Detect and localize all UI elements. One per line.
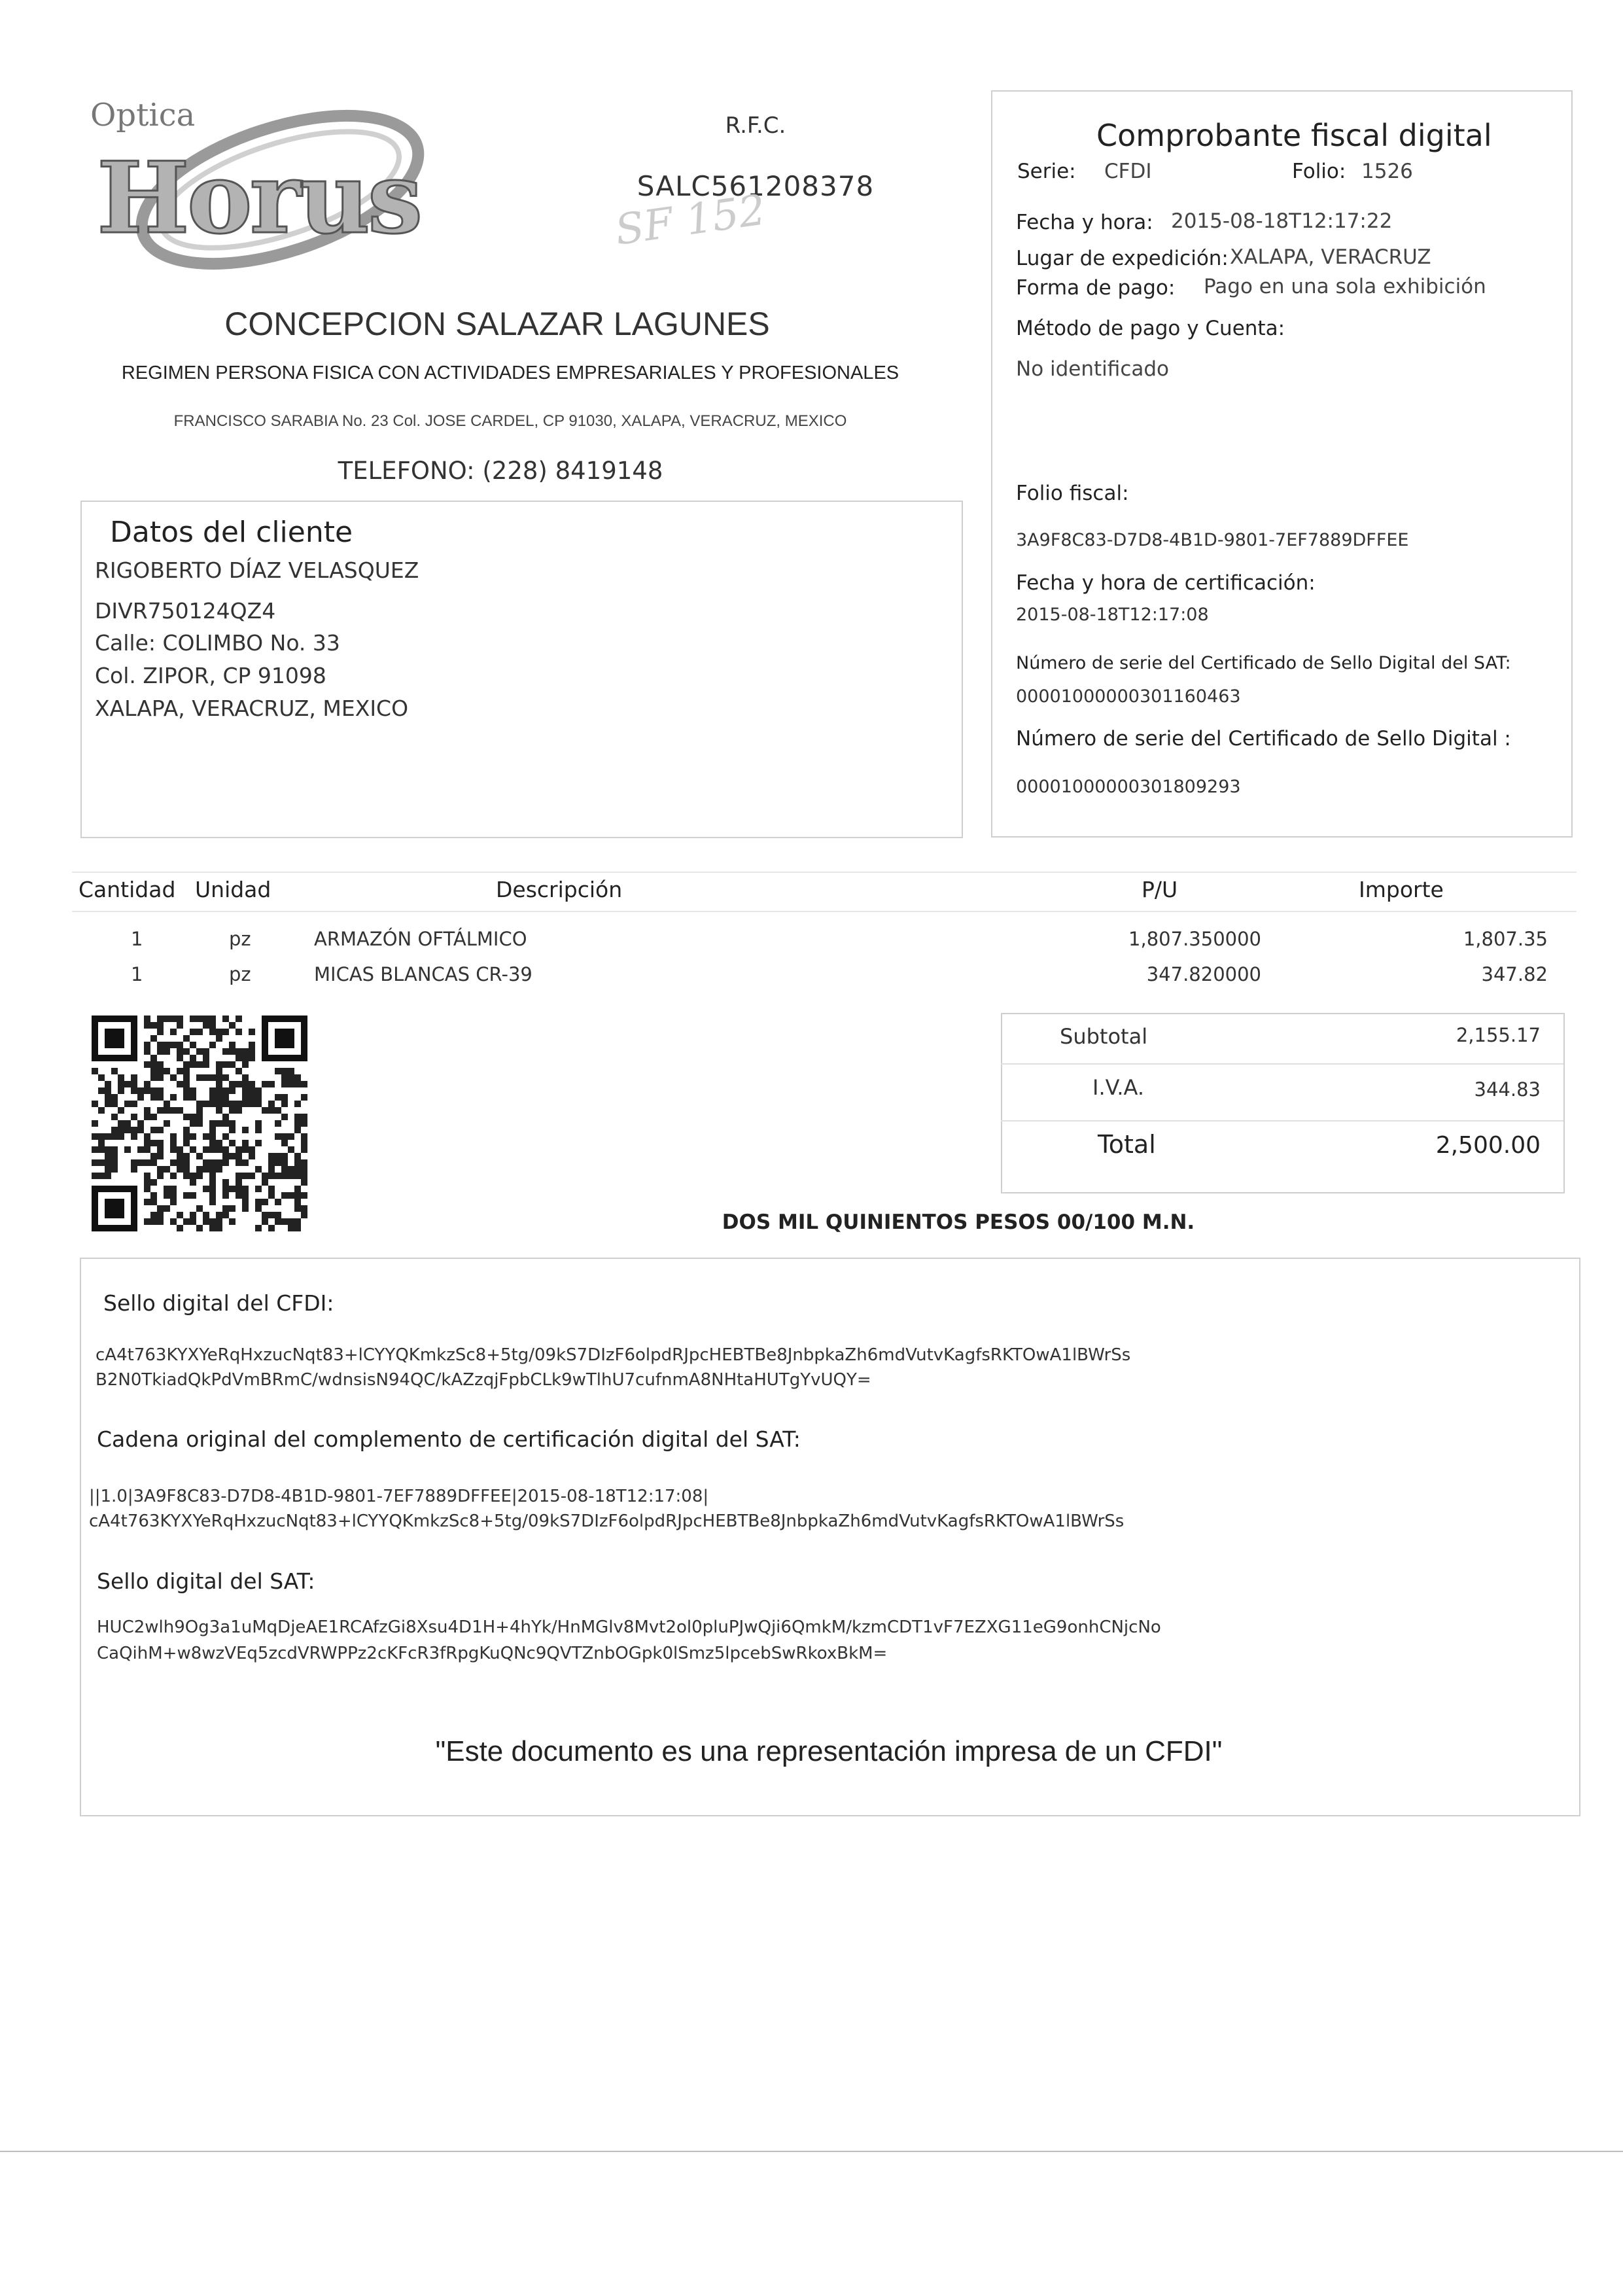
total-label: Total: [1098, 1130, 1156, 1159]
client-city: XALAPA, VERACRUZ, MEXICO: [95, 696, 409, 721]
seals-box: [80, 1258, 1580, 1816]
client-title: Datos del cliente: [110, 516, 353, 549]
original-chain-line1: ||1.0|3A9F8C83-D7D8-4B1D-9801-7EF7889DFFEE|2015-08-18T12:17:08|: [89, 1487, 709, 1506]
issuer-rfc: SALC561208378: [637, 170, 875, 202]
scan-edge-line: [0, 2151, 1623, 2152]
serie-label: Serie:: [1017, 160, 1076, 183]
folio-value: 1526: [1361, 160, 1413, 183]
table-header-rule: [72, 911, 1577, 912]
folio-fiscal-label: Folio fiscal:: [1016, 482, 1129, 505]
optica-horus-logo: [84, 92, 437, 288]
row2-amount: 347.82: [1481, 963, 1548, 985]
sat-seal-label: Sello digital del SAT:: [97, 1568, 315, 1594]
row1-amount: 1,807.35: [1463, 928, 1548, 950]
cfdi-seal-line2: B2N0TkiadQkPdVmBRmC/wdnsisN94QC/kAZzqjFpbCLk9wTlhU7cufnmA8NHtaHUTgYvUQY=: [96, 1370, 871, 1390]
client-rfc: DIVR750124QZ4: [95, 598, 276, 624]
row1-description: ARMAZÓN OFTÁLMICO: [314, 928, 527, 950]
payment-form-label: Forma de pago:: [1016, 276, 1176, 300]
original-chain-label: Cadena original del complemento de certificación digital del SAT:: [97, 1426, 801, 1452]
issuer-address: FRANCISCO SARABIA No. 23 Col. JOSE CARDEL, CP 91030, XALAPA, VERACRUZ, MEXICO: [173, 412, 847, 430]
header-description: Descripción: [496, 877, 623, 902]
sat-seal-line1: HUC2wlh9Og3a1uMqDjeAE1RCAfzGi8Xsu4D1H+4hYk/HnMGlv8Mvt2ol0pluPJwQji6QmkM/kzmCDT1vF7EZXG11eG9onhCNjcNo: [97, 1617, 1161, 1637]
client-name: RIGOBERTO DÍAZ VELASQUEZ: [95, 557, 419, 583]
cfdi-seal-label: Sello digital del CFDI:: [103, 1290, 334, 1316]
total-value: 2,500.00: [1435, 1132, 1541, 1159]
row2-quantity: 1: [131, 963, 143, 985]
cert-datetime-value: 2015-08-18T12:17:08: [1016, 605, 1209, 625]
issuer-regime: REGIMEN PERSONA FISICA CON ACTIVIDADES EMPRESARIALES Y PROFESIONALES: [121, 362, 899, 383]
issuer-rfc-label: R.F.C.: [725, 113, 786, 139]
folio-fiscal-value: 3A9F8C83-D7D8-4B1D-9801-7EF7889DFFEE: [1016, 530, 1409, 550]
amount-in-words: DOS MIL QUINIENTOS PESOS 00/100 M.N.: [722, 1210, 1195, 1234]
datetime-label: Fecha y hora:: [1016, 211, 1153, 234]
row1-unit: pz: [229, 928, 251, 950]
row2-unit: pz: [229, 963, 251, 985]
fiscal-title: Comprobante fiscal digital: [1096, 118, 1492, 153]
subtotal-value: 2,155.17: [1456, 1024, 1541, 1046]
subtotal-label: Subtotal: [1060, 1024, 1148, 1049]
handwritten-stamp: SF 152: [612, 186, 769, 255]
issuer-phone: TELEFONO: (228) 8419148: [338, 457, 663, 485]
row2-description: MICAS BLANCAS CR-39: [314, 963, 532, 985]
payment-form-value: Pago en una sola exhibición: [1204, 275, 1486, 298]
datetime-value: 2015-08-18T12:17:22: [1171, 209, 1393, 233]
original-chain-line2: cA4t763KYXYeRqHxzucNqt83+lCYYQKmkzSc8+5tg/09kS7DIzF6olpdRJpcHEBTBe8JnbpkaZh6mdVutvKagfsRKTOwA1lBWrSs: [89, 1511, 1125, 1531]
header-unit-price: P/U: [1142, 877, 1178, 902]
payment-method-label: Método de pago y Cuenta:: [1016, 317, 1285, 340]
cfdi-representation-note: "Este documento es una representación impresa de un CFDI": [435, 1735, 1223, 1767]
place-label: Lugar de expedición:: [1016, 247, 1229, 270]
client-street: Calle: COLIMBO No. 33: [95, 630, 340, 656]
logo-text-horus: Horus: [97, 141, 421, 256]
row1-quantity: 1: [131, 928, 143, 950]
client-colony: Col. ZIPOR, CP 91098: [95, 663, 326, 688]
payment-method-value: No identificado: [1016, 357, 1169, 381]
cfdi-seal-line1: cA4t763KYXYeRqHxzucNqt83+lCYYQKmkzSc8+5tg/09kS7DIzF6olpdRJpcHEBTBe8JnbpkaZh6mdVutvKagfsRKTOwA1lBWrSs: [96, 1345, 1131, 1365]
iva-label: I.V.A.: [1092, 1075, 1145, 1100]
qr-code: [92, 1016, 307, 1231]
row2-unit-price: 347.820000: [1146, 963, 1261, 985]
iva-value: 344.83: [1474, 1078, 1541, 1101]
cert-value: 00001000000301809293: [1016, 777, 1241, 797]
header-amount: Importe: [1359, 877, 1444, 902]
fiscal-info-box: [991, 90, 1573, 838]
sat-cert-value: 00001000000301160463: [1016, 686, 1241, 707]
logo-text-optica: Optica: [90, 97, 196, 133]
table-top-rule: [72, 872, 1577, 873]
folio-label: Folio:: [1292, 160, 1346, 183]
header-quantity: Cantidad: [79, 877, 176, 902]
cert-label: Número de serie del Certificado de Sello Digital :: [1016, 727, 1511, 751]
sat-cert-label: Número de serie del Certificado de Sello Digital del SAT:: [1016, 653, 1511, 673]
row1-unit-price: 1,807.350000: [1128, 928, 1261, 950]
issuer-name: CONCEPCION SALAZAR LAGUNES: [224, 306, 770, 342]
sat-seal-line2: CaQihM+w8wzVEq5zcdVRWPPz2cKFcR3fRpgKuQNc9QVTZnbOGpk0lSmz5lpcebSwRkoxBkM=: [97, 1644, 888, 1663]
cert-datetime-label: Fecha y hora de certificación:: [1016, 571, 1316, 595]
totals-divider-1: [1001, 1063, 1563, 1065]
header-unit: Unidad: [195, 877, 271, 902]
totals-divider-2: [1001, 1120, 1563, 1122]
place-value: XALAPA, VERACRUZ: [1230, 245, 1431, 269]
serie-value: CFDI: [1104, 160, 1152, 183]
